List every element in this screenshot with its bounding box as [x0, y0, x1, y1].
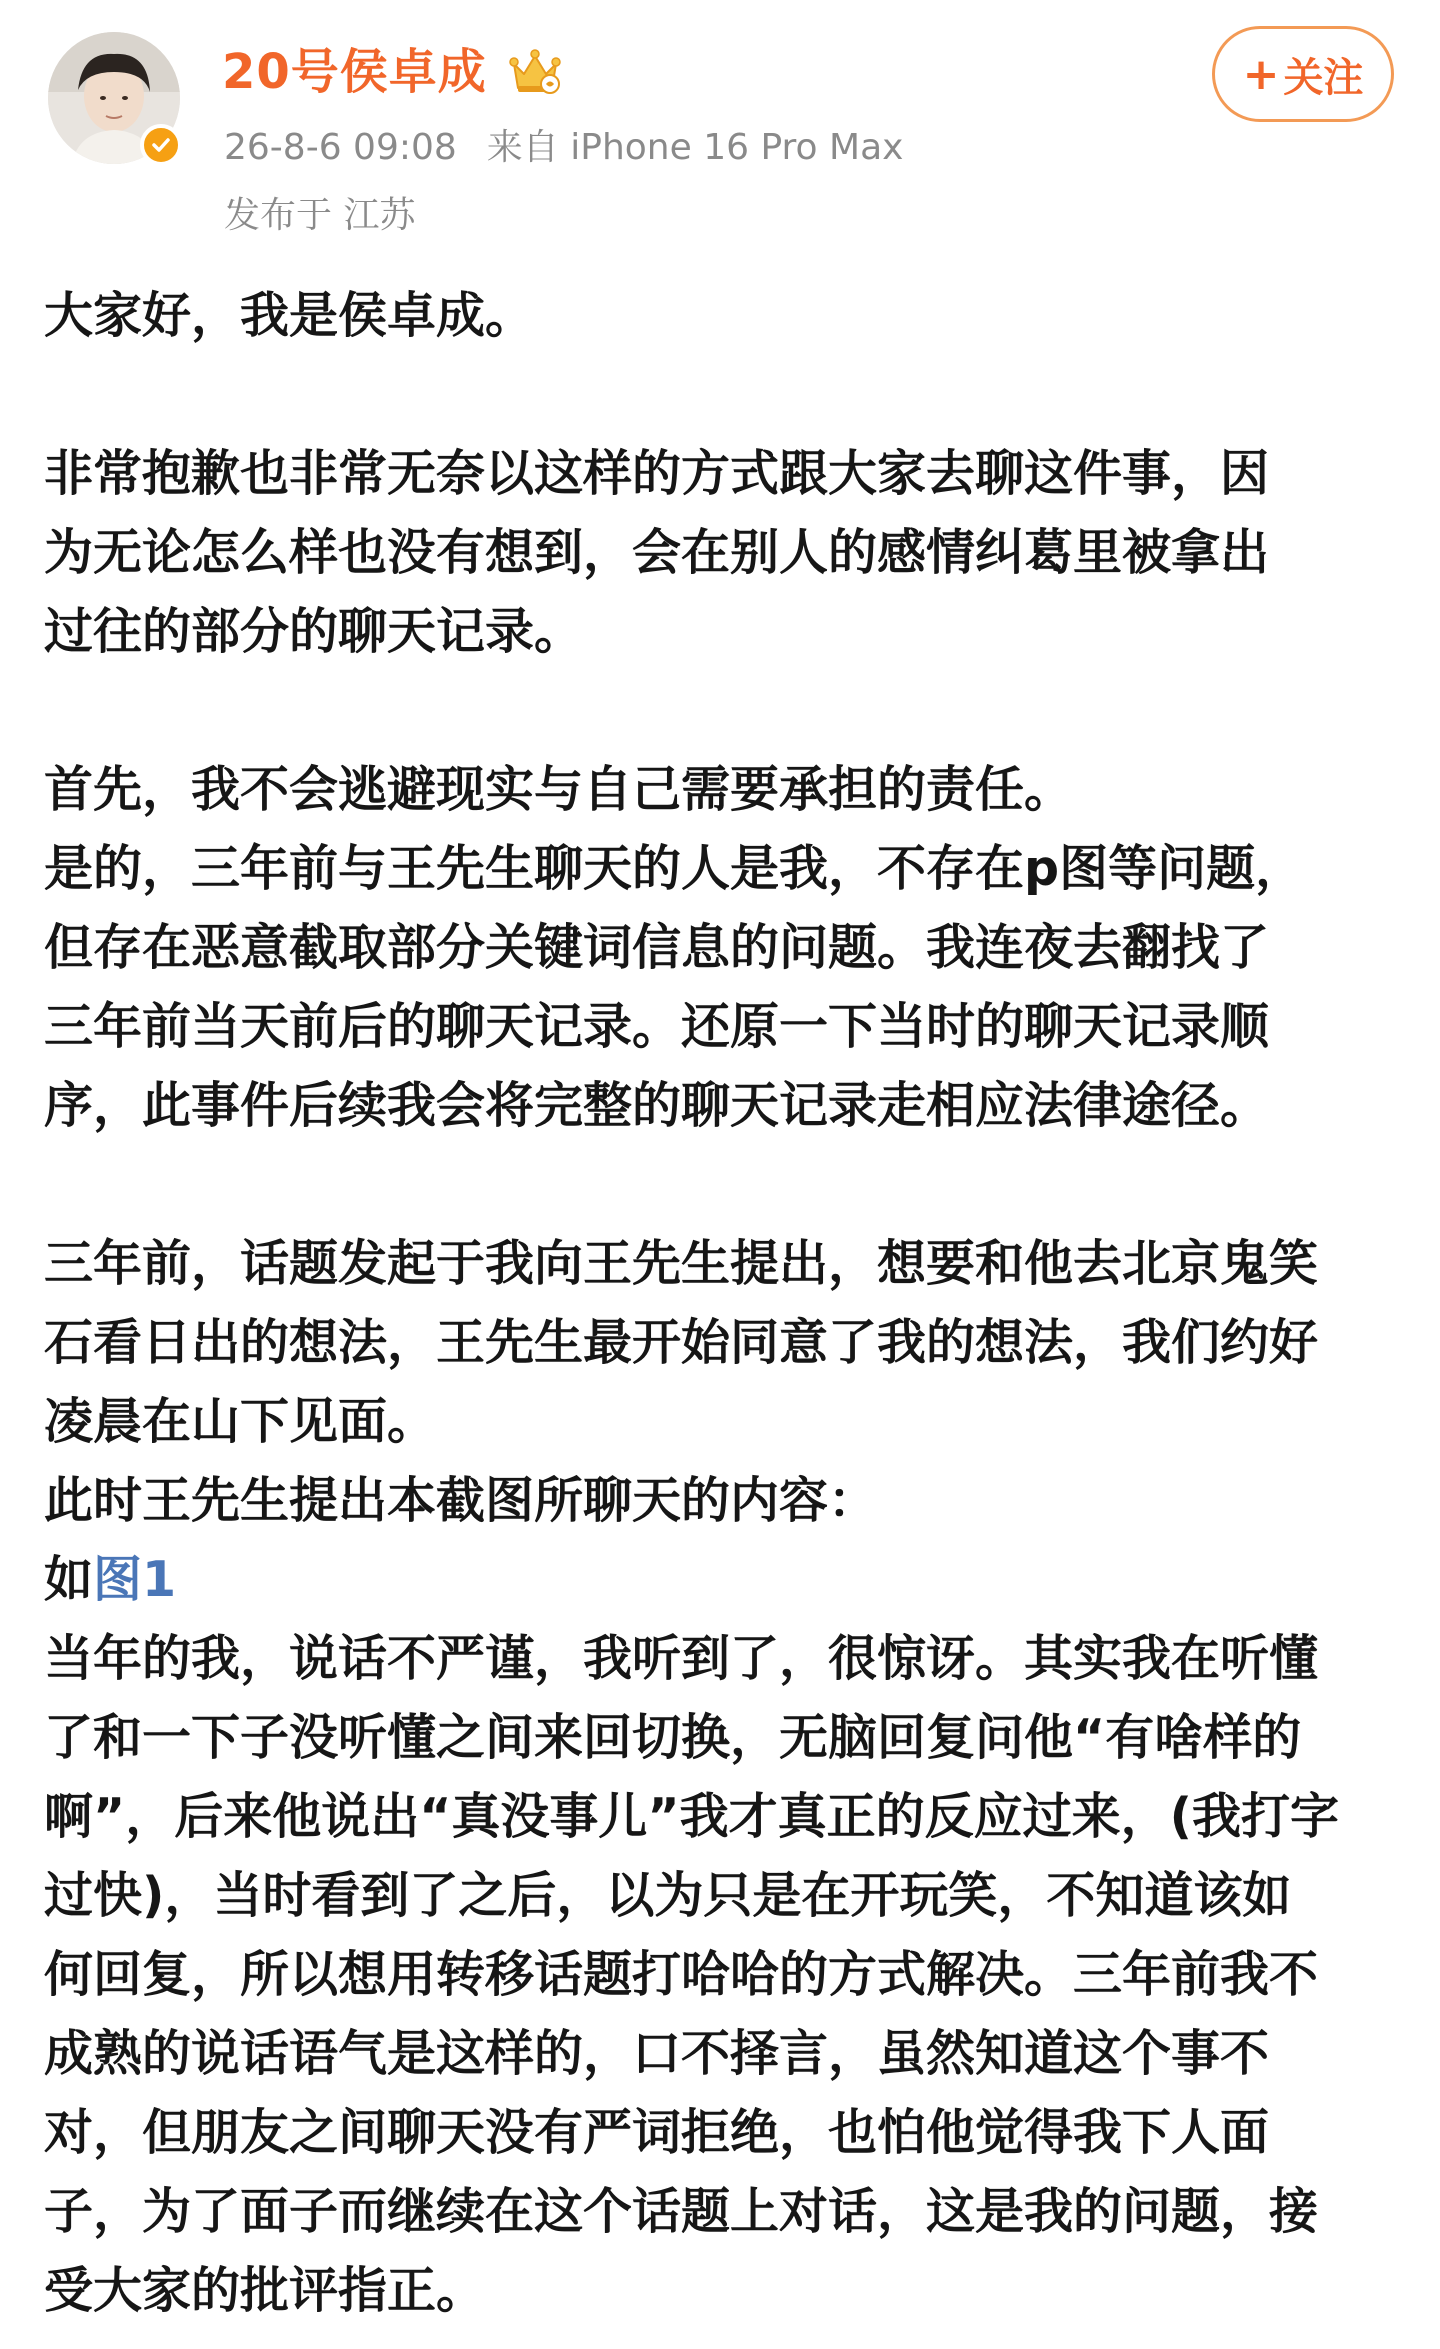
post-timestamp: 26-8-6 09:08 [224, 127, 457, 168]
follow-button[interactable] [1212, 26, 1394, 122]
post-source: 来自 iPhone 16 Pro Max [486, 127, 904, 168]
paragraph-explanation: 当年的我，说话不严谨，我听到了，很惊讶。其实我在听懂 了和一下子没听懂之间来回切换，无脑回复问他“有啥样的 啊”，后来他说出“真没事儿”我才真正的反应过来，(我打字 过快)，当时看到了之后，以为只是在开玩笑，不知道该如 何回复，所以想用转移话题打哈哈的方式解决。三年前我不 成熟的说话语气是这样的，口不择言，虽然知道这个事不 对，但朋友之间聊天没有严词拒绝，也怕他觉得我下人面 子，为了面子而继续在这个话题上对话，这是我的问题，接 受大家的批评指正。 [44, 1630, 1340, 2319]
follow-label: 关注 [1283, 54, 1364, 101]
post-meta [224, 124, 903, 172]
post-location: 发布于 江苏 [224, 195, 416, 236]
post-content [44, 276, 1400, 2330]
plus-icon: + [1242, 48, 1280, 100]
paragraph-apology: 非常抱歉也非常无奈以这样的方式跟大家去聊这件事，因 为无论怎么样也没有想到，会在别人的感情纠葛里被拿出 过往的部分的聊天记录。 [44, 445, 1270, 660]
paragraph-screenshot-intro: 此时王先生提出本截图所聊天的内容： [44, 1472, 878, 1529]
paragraph-background: 三年前，话题发起于我向王先生提出，想要和他去北京鬼笑 石看日出的想法，王先生最开始同意了我的想法，我们约好 凌晨在山下见面。 [44, 1235, 1319, 1450]
verified-badge-icon [140, 124, 182, 166]
vip-crown-icon[interactable] [508, 46, 562, 98]
post-header [0, 0, 1440, 240]
figure-ref-prefix: 如 [44, 1551, 94, 1608]
username[interactable]: 20号侯卓成 [222, 44, 487, 100]
paragraph-responsibility: 首先，我不会逃避现实与自己需要承担的责任。 [44, 761, 1074, 818]
figure-1-link[interactable]: 图1 [93, 1551, 177, 1608]
paragraph-figure-ref [44, 1540, 1400, 1619]
paragraph-greeting: 大家好，我是侯卓成。 [44, 287, 535, 344]
paragraph-confirmation: 是的，三年前与王先生聊天的人是我，不存在p图等问题， 但存在恶意截取部分关键词信息的问题。我连夜去翻找了 三年前当天前后的聊天记录。还原一下当时的聊天记录顺 序，此事件后续我会将完整的聊天记录走相应法律途径。 [44, 840, 1305, 1134]
